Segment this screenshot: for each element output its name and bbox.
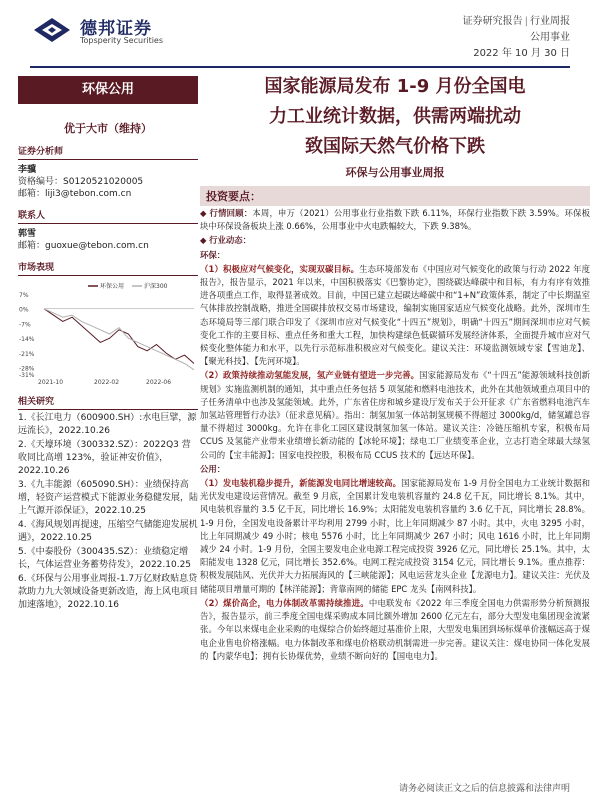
related-research-list xyxy=(18,412,198,612)
analyst-name: 李骥 xyxy=(18,165,37,175)
footer-disclaimer: 请务必阅读正文之后的信息披露和法律声明 xyxy=(398,784,570,794)
series-line-sector xyxy=(44,309,194,364)
sector-label: 环保公用 xyxy=(18,76,198,104)
env-label: 环保： xyxy=(200,249,226,260)
page-header xyxy=(0,0,600,70)
related-item[interactable]: 6.《环保与公用事业周报-1.7万亿财政贴息贷款助力九大领域设备更新改造，海上风电项目加速落地》，2022.10.16 xyxy=(18,574,199,610)
market-chart xyxy=(18,280,198,390)
title-line-3: 致国际天然气价格下跌 xyxy=(305,136,485,157)
report-type: 证券研究报告 xyxy=(462,16,523,27)
paragraph-env-2 xyxy=(200,369,590,461)
p1-text: 生态环境部发布《中国应对气候变化的政策与行动 2022 年度报告》，报告显示，2021 年以来，中国积极落实《巴黎协定》，围绕碳达峰碳中和目标，有力有序有效推进各项重点工作，取得显著成效。目前，中国已建立起碳达峰碳中和“1+N”政策体系，制定了中长期温室气体排放控制战略，推进全国碳排放权交易市场建设，编制实施国家适应气候变化战略。此外，深圳市生态环境局等三部门联合印发了《深圳市应对气候变化“十四五”规划》，明确“十四五”期间深圳市应对气候变化工作的主要目标、重点任务和重大工程，加快构建绿色低碳循环发展经济体系，全面提升城市应对气候变化整体能力和水平，以先行示范标准积极应对气候变化。建议关注：环境监测领域专家【雪迪龙】、【聚光科技】、【先河环境】。 xyxy=(200,263,590,367)
bullet2-head: 行业动态： xyxy=(209,235,251,246)
bullet-icon: ◆ xyxy=(200,235,210,246)
analyst-email[interactable]: 邮箱：liji3@tebon.com.cn xyxy=(18,189,132,199)
series-line-index xyxy=(44,309,194,370)
related-item[interactable]: 1.《长江电力（600900.SH）:水电巨擘，源远流长》，2022.10.26 xyxy=(18,413,197,436)
contact-section-label: 联系人 xyxy=(18,208,198,224)
related-item[interactable]: 2.《天壕环境（300332.SZ）：2022Q3 营收同比高增 123%，验证神安价值》，2022.10.26 xyxy=(18,440,191,476)
header-divider xyxy=(30,66,570,68)
body-text xyxy=(200,207,590,663)
bullet1-head: 行情回顾： xyxy=(209,208,253,218)
market-chart-svg xyxy=(18,280,198,390)
analyst-cert: 资格编号：S0120521020005 xyxy=(18,177,144,187)
bullet-industry-news xyxy=(200,234,590,247)
y-tick-label: -7% xyxy=(19,321,31,329)
related-item[interactable]: 4.《海风规划再提速，压缩空气储能迎发展机遇》，2022.10.25 xyxy=(18,520,198,543)
report-subtitle: 环保与公用事业周报 xyxy=(345,166,445,179)
bullet-market-review xyxy=(200,207,590,233)
y-tick-label: -14% xyxy=(19,336,35,344)
related-section-label: 相关研究 xyxy=(18,394,198,410)
logo-text-en: Topsperity Securities xyxy=(80,36,164,45)
related-item[interactable]: 5.《中泰股份（300435.SZ）：业绩稳定增长，气体运营业务蓄势待发》，2022.10.25 xyxy=(18,547,192,570)
x-tick-label: 2022-02 xyxy=(94,379,120,386)
paragraph-util-1 xyxy=(200,477,590,596)
logo-text-cn: 德邦证券 xyxy=(80,19,152,39)
x-tick-label: 2021-10 xyxy=(38,379,64,386)
left-sidebar xyxy=(18,72,198,613)
report-title xyxy=(200,72,590,162)
report-meta: 证券研究报告 | 行业周报 公用事业 2022 年 10 月 30 日 xyxy=(463,14,570,62)
report-industry: 公用事业 xyxy=(530,32,570,43)
util-label: 公用： xyxy=(200,463,226,474)
report-date: 2022 年 10 月 30 日 xyxy=(473,48,570,59)
p2-text: 国家能源局发布《“十四五”能源领域科技创新规划》实施监测机制的通知，其中重点任务包括 5 项氢能和燃料电池技术，此外在其他领域重点项目中的子任务清单中也涉及氢能领域。此外，广东省住房和城乡建设厅发布关于公开征求《广东省燃料电池汽车加氢站管理暂行办法》（征求意见稿）。指出：制氢加氢一体站制氢规模不得超过 3000kg/d，储氢罐总容量不得超过 3000kg。允许在非化工园区建设制氢加氢一体站。建议关注：冷链压缩机专家，积极布局 CCUS 及氢能产业带来业绩增长新动能的【冰轮环境】；绿电工厂业绩变革企业，立志打造全球最大绿氢公司的【宝丰能源】；国家电投控股，积极布局 CCUS 技术的【远达环保】。 xyxy=(200,370,590,460)
y-tick-label: -28% xyxy=(19,365,35,373)
y-tick-label: -21% xyxy=(19,350,35,358)
p4-head: （2）煤价高企，电力体制改革需持续推进。 xyxy=(200,597,369,608)
bullet1-text: 本周，申万（2021）公用事业行业指数下跌 6.11%，环保行业指数下跌 3.59%。环保板块中环保设备板块上涨 0.66%，公用事业中火电跌幅较大，下跌 9.38%。 xyxy=(200,208,590,232)
y-tick-label: 0% xyxy=(19,306,29,314)
x-tick-label: 2022-06 xyxy=(146,379,172,386)
p4-text: 中电联发布《2022 年三季度全国电力供需形势分析预测报告》，报告显示，前三季度全国电煤采购成本同比额外增加 2600 亿元左右，部分大型发电集团现金流紧张。今年以来煤电企业采购的电煤综合价始终超过基准价上限，大型发电集团到场标煤单价涨幅远高于煤电企业售电价格涨幅。电力体制改革和煤电价格联动机制需进一步完善。建议关注：煤电协同一体化发展的【内蒙华电】；拥有长协煤优势，业绩不断向好的【国电电力】。 xyxy=(200,597,591,661)
rating: 优于大市（维持） xyxy=(64,122,152,135)
investment-points-label: 投资要点： xyxy=(200,186,590,206)
analyst-info xyxy=(18,164,198,200)
tebon-logo-icon xyxy=(30,14,74,46)
contact-email[interactable]: 邮箱：guoxue@tebon.com.cn xyxy=(18,241,149,251)
title-line-2: 力工业统计数据，供需两端扰动 xyxy=(269,106,521,127)
main-content xyxy=(200,72,590,664)
related-item[interactable]: 3.《九丰能源（605090.SH）：业绩保持高增，轻资产运营模式下能源业务稳健发展，陆上气源开添保证》，2022.10.25 xyxy=(18,480,199,516)
legend-label: 环保公用 xyxy=(100,283,125,290)
bullet-icon: ◆ xyxy=(200,208,210,218)
analyst-section-label: 证券分析师 xyxy=(18,144,198,160)
contact-info xyxy=(18,228,198,252)
report-sub: 行业周报 xyxy=(530,16,570,27)
contact-name: 郭雪 xyxy=(18,229,37,239)
p2-head: （2）政策持续推动氢能发展，氢产业链有望进一步完善。 xyxy=(200,370,420,381)
y-tick-label: -31% xyxy=(19,372,35,379)
title-line-1: 国家能源局发布 1-9 月份全国电 xyxy=(264,76,526,97)
p3-head: （1）发电装机稳步提升，新能源发电同比增速较高。 xyxy=(200,478,402,489)
p1-head: （1）积极应对气候变化，实现双碳目标。 xyxy=(200,263,360,274)
paragraph-env-1 xyxy=(200,263,590,369)
p3-text: 国家能源局发布 1-9 月份全国电力工业统计数据和光伏发电建设运营情况。截至 9 月底，全国累计发电装机容量约 24.8 亿千瓦，同比增长 8.1%。其中，风电装机容量约 3.5 亿千瓦，同比增长 16.9%；太阳能发电装机容量约 3.6 亿千瓦，同比增长 28.8%。1-9 月份，全国发电设备累计平均利用 2799 小时，比上年同期减少 87 小时。其中，火电 3295 小时，比上年同期减少 49 小时；核电 5576 小时，比上年同期减少 267 小时；风电 1616 小时，比上年同期减少 24 小时。1-9 月份，全国主要发电企业电源工程完成投资 3926 亿元，同比增长 25.1%。其中，太阳能发电 1328 亿元，同比增长 352.6%。电网工程完成投资 3154 亿元，同比增长 9.1%。重点推荐：积极发展陆风、光伏并大力拓展海风的【三峡能源】；风电运营龙头企业【龙源电力】。建议关注：光伏及储能项目增量可期的【林洋能源】；背靠南网的储能 EPC 龙头【南网科技】。 xyxy=(200,478,590,594)
y-tick-label: 7% xyxy=(19,292,29,299)
paragraph-util-2 xyxy=(200,597,590,663)
market-section-label: 市场表现 xyxy=(18,260,198,276)
legend-label: 沪深300 xyxy=(144,283,168,290)
